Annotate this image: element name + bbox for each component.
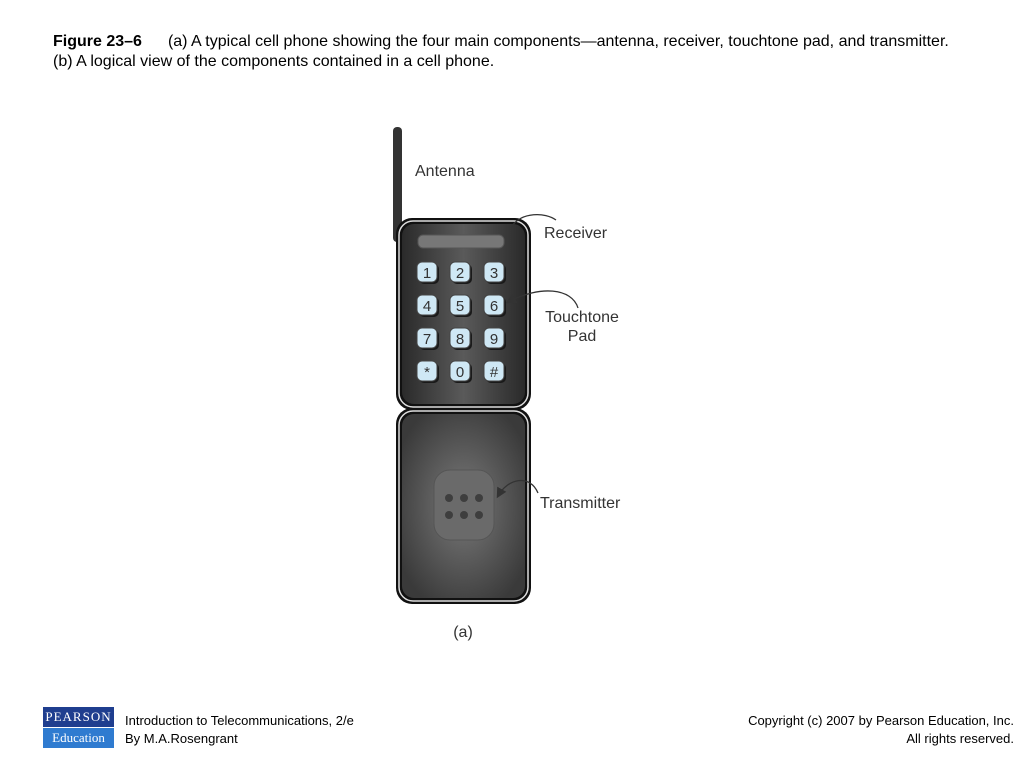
figure-label: Figure 23–6 <box>53 33 142 50</box>
transmitter-hole <box>460 511 468 519</box>
keypad-key-label: 8 <box>455 331 465 348</box>
keypad-key <box>450 295 472 317</box>
transmitter-label: Transmitter <box>540 495 621 512</box>
book-author: By M.A.Rosengrant <box>125 731 238 746</box>
receiver-slot <box>418 235 504 248</box>
receiver-label: Receiver <box>544 225 608 242</box>
footer-copyright <box>748 712 1014 748</box>
keypad-key-label: 3 <box>489 265 499 282</box>
transmitter-hole <box>475 494 483 502</box>
keypad-key-label: 1 <box>422 265 432 282</box>
keypad-key <box>484 262 506 284</box>
logo-bottom-text: Education <box>43 728 114 748</box>
footer-book-info <box>125 712 354 748</box>
keypad-key-label: 5 <box>455 298 465 315</box>
keypad-key <box>450 262 472 284</box>
keypad-key-label: * <box>424 364 430 381</box>
keypad-key <box>484 361 506 383</box>
transmitter-hole <box>475 511 483 519</box>
rights-text: All rights reserved. <box>906 731 1014 746</box>
keypad-key <box>417 295 439 317</box>
transmitter-hole <box>445 511 453 519</box>
keypad-key-label: 0 <box>455 364 465 381</box>
keypad-key-label: 7 <box>422 331 432 348</box>
keypad-key-label: 2 <box>455 265 465 282</box>
touchtone-label-line2: Pad <box>567 328 597 345</box>
logo-top-text: PEARSON <box>43 707 114 727</box>
keypad-key-label: # <box>489 364 499 381</box>
figure-caption-text: (a) A typical cell phone showing the four main components—antenna, receiver, touchtone pad, and transmitter. (b) A logical view of the components contained in a cell phone. <box>53 33 949 70</box>
keypad-key <box>450 328 472 350</box>
pearson-logo <box>43 707 114 748</box>
book-title: Introduction to Telecommunications, 2/e <box>125 713 354 728</box>
subfigure-label: (a) <box>453 624 473 641</box>
keypad-key-label: 9 <box>489 331 499 348</box>
keypad-key <box>450 361 472 383</box>
keypad-key <box>417 361 439 383</box>
transmitter-hole <box>445 494 453 502</box>
keypad-key <box>417 262 439 284</box>
copyright-text: Copyright (c) 2007 by Pearson Education, Inc. <box>748 713 1014 728</box>
transmitter-hole <box>460 494 468 502</box>
touchtone-label-line1: Touchtone <box>545 309 619 326</box>
transmitter-grille <box>434 470 494 540</box>
keypad-key <box>484 328 506 350</box>
keypad-key <box>484 295 506 317</box>
antenna-label: Antenna <box>415 163 475 180</box>
keypad-key-label: 4 <box>422 298 432 315</box>
keypad-key <box>417 328 439 350</box>
keypad-key-label: 6 <box>489 298 499 315</box>
